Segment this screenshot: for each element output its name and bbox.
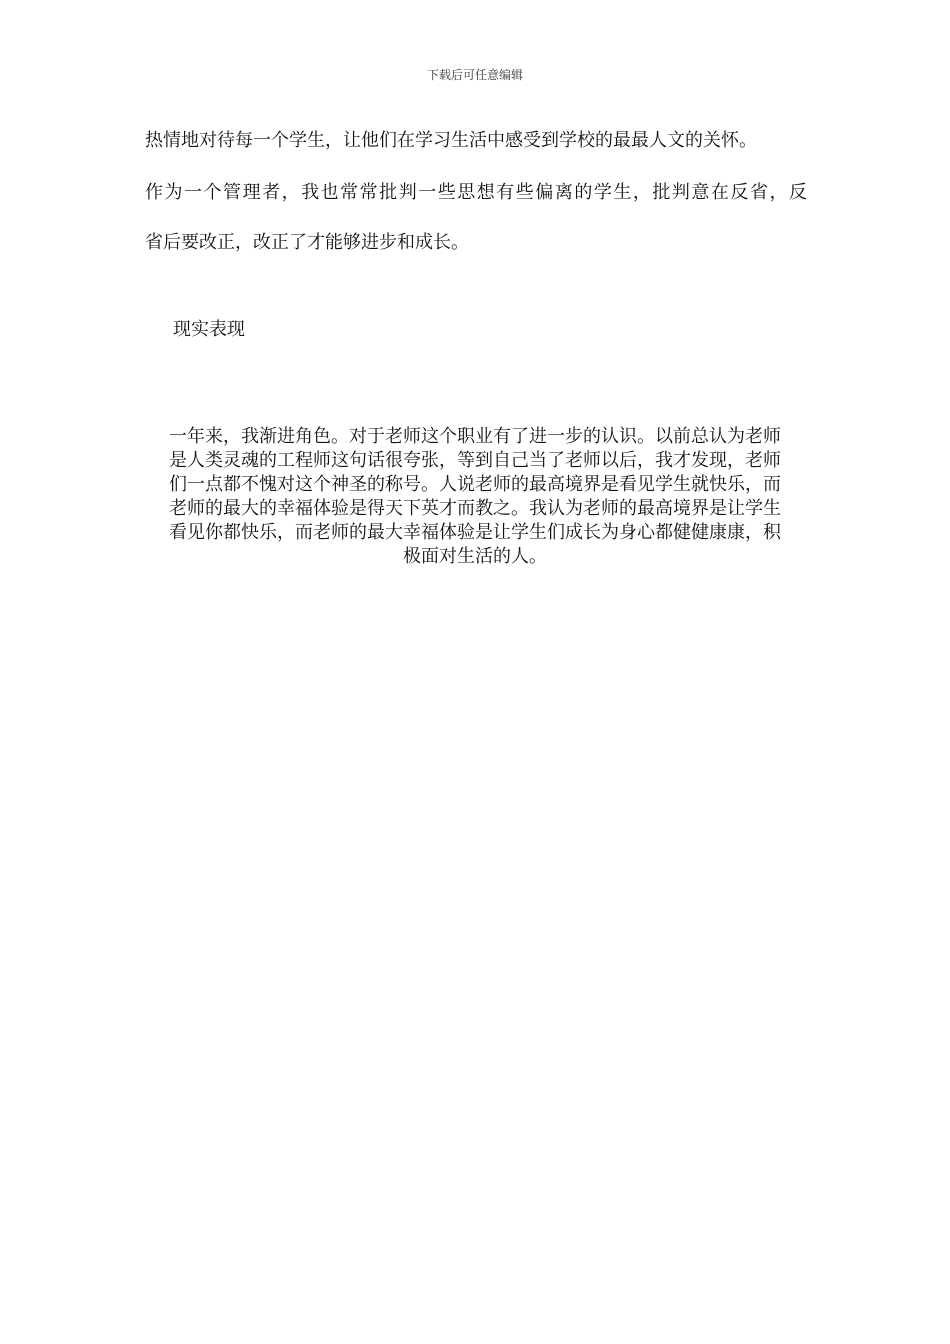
paragraph-line: 作为一个管理者，我也常常批判一些思想有些偏离的学生，批判意在反省，反 <box>145 182 807 203</box>
paragraph-line: 老师的最大的幸福体验是得天下英才而教之。我认为老师的最高境界是让学生 <box>169 498 781 519</box>
centered-paragraph <box>145 425 805 569</box>
paragraph-line: 省后要改正，改正了才能够进步和成长。 <box>145 232 469 253</box>
header-note: 下载后可任意编辑 <box>426 68 523 82</box>
paragraph-line: 看见你都快乐，而老师的最大幸福体验是让学生们成长为身心都健健康康，积 <box>169 522 781 543</box>
paragraph-line: 热情地对待每一个学生，让他们在学习生活中感受到学校的最最人文的关怀。 <box>145 130 757 151</box>
paragraph-line: 一年来，我渐进角色。对于老师这个职业有了进一步的认识。以前总认为老师 <box>169 426 781 447</box>
paragraph-line: 是人类灵魂的工程师这句话很夸张，等到自己当了老师以后，我才发现，老师 <box>169 450 781 471</box>
paragraph-line: 们一点都不愧对这个神圣的称号。人说老师的最高境界是看见学生就快乐，而 <box>169 474 781 495</box>
section-heading: 现实表现 <box>173 319 245 340</box>
paragraph-line: 极面对生活的人。 <box>403 546 547 567</box>
